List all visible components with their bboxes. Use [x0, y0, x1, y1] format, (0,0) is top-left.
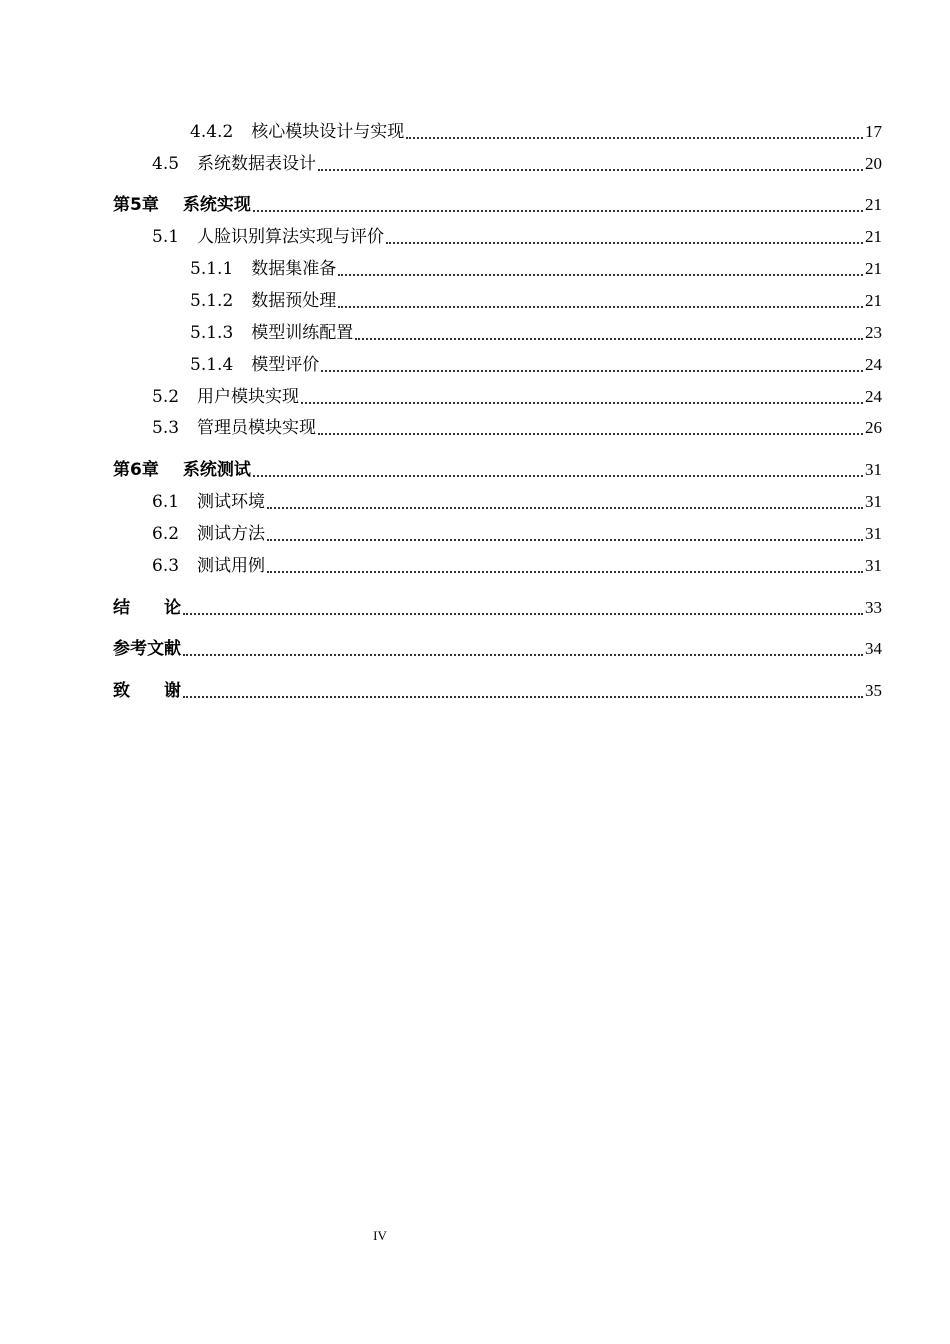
toc-entry-title: 系统测试: [182, 460, 251, 480]
toc-entry-number: 5.1.2: [190, 291, 234, 311]
toc-entry-number: 5.2: [152, 387, 180, 407]
toc-entry-number: 4.5: [152, 154, 180, 174]
toc-leader-dots: [355, 337, 863, 340]
toc-entry-number: 6.1: [152, 492, 180, 512]
toc-leader-dots: [406, 136, 863, 139]
toc-entry-title: 人脸识别算法实现与评价: [197, 227, 385, 247]
toc-entry[interactable]: [0, 488, 882, 512]
toc-leader-dots: [318, 168, 863, 171]
toc-entry[interactable]: [0, 191, 882, 215]
toc-entry-page: 21: [865, 259, 882, 278]
toc-entry[interactable]: [0, 552, 882, 576]
toc-entry-number: 5.1.4: [190, 355, 234, 375]
toc-leader-dots: [386, 241, 863, 244]
toc-entry-title: 数据预处理: [251, 291, 337, 311]
toc-entry[interactable]: [0, 351, 882, 375]
toc-leader-dots: [267, 538, 863, 541]
toc-entry-page: 33: [865, 598, 882, 617]
toc-entry-page: 24: [865, 355, 882, 374]
toc-leader-dots: [253, 474, 863, 477]
toc-leader-dots: [183, 653, 863, 656]
toc-leader-dots: [318, 432, 863, 435]
toc-leader-dots: [183, 612, 863, 615]
toc-entry-title: 用户模块实现: [197, 387, 300, 407]
toc-entry-title: 测试方法: [197, 524, 266, 544]
toc-leader-dots: [321, 369, 863, 372]
toc-entry-page: 17: [865, 122, 882, 141]
toc-entry[interactable]: [0, 223, 882, 247]
toc-entry-number: 5.1.1: [190, 259, 234, 279]
toc-entry[interactable]: [0, 520, 882, 544]
toc-entry-page: 20: [865, 154, 882, 173]
toc-leader-dots: [267, 506, 863, 509]
toc-entry-page: 31: [865, 492, 882, 511]
toc-entry[interactable]: [0, 287, 882, 311]
toc-entry-title: 管理员模块实现: [197, 418, 317, 438]
toc-leader-dots: [183, 695, 863, 698]
toc-entry[interactable]: [0, 319, 882, 343]
toc-entry-number: 5.3: [152, 418, 180, 438]
toc-entry-page: 31: [865, 460, 882, 479]
toc-entry-title: 系统数据表设计: [197, 154, 317, 174]
toc-entry-page: 24: [865, 387, 882, 406]
toc-entry-number: 6.2: [152, 524, 180, 544]
page-number: IV: [373, 1228, 387, 1243]
toc-entry-title: 结 论: [113, 598, 181, 618]
toc-entry[interactable]: [0, 255, 882, 279]
toc-entry-page: 31: [865, 524, 882, 543]
toc-entry-title: 模型训练配置: [251, 323, 354, 343]
toc-leader-dots: [253, 209, 863, 212]
toc-entry-number: 6.3: [152, 556, 180, 576]
toc-entry-number: 第6章: [113, 460, 159, 480]
toc-entry[interactable]: [0, 414, 882, 438]
toc-entry-title: 测试用例: [197, 556, 266, 576]
toc-entry[interactable]: [0, 635, 882, 659]
toc-entry-page: 21: [865, 227, 882, 246]
toc-entry-title: 参考文献: [113, 639, 181, 659]
toc-entry-number: 4.4.2: [190, 122, 234, 142]
toc-entry-title: 数据集准备: [251, 259, 337, 279]
toc-entry-page: 31: [865, 556, 882, 575]
toc-entry-number: 5.1.3: [190, 323, 234, 343]
toc-entry[interactable]: [0, 150, 882, 174]
toc-entry[interactable]: [0, 677, 882, 701]
toc-entry-number: 第5章: [113, 195, 159, 215]
toc-entry-title: 系统实现: [182, 195, 251, 215]
toc-entry-page: 21: [865, 195, 882, 214]
toc-entry-page: 26: [865, 418, 882, 437]
toc-entry-title: 模型评价: [251, 355, 320, 375]
toc-leader-dots: [338, 273, 863, 276]
toc-entry-page: 34: [865, 639, 882, 658]
toc-entry[interactable]: [0, 456, 882, 480]
toc-leader-dots: [267, 570, 863, 573]
toc-entry[interactable]: [0, 383, 882, 407]
toc-entry-page: 35: [865, 681, 882, 700]
toc-entry-page: 21: [865, 291, 882, 310]
toc-entry-page: 23: [865, 323, 882, 342]
toc-entry-number: 5.1: [152, 227, 180, 247]
toc-leader-dots: [338, 305, 863, 308]
toc-entry-title: 测试环境: [197, 492, 266, 512]
toc-entry[interactable]: [0, 118, 882, 142]
toc-entry-title: 致 谢: [113, 681, 181, 701]
toc-entry[interactable]: [0, 594, 882, 618]
toc-leader-dots: [301, 401, 863, 404]
toc-entry-title: 核心模块设计与实现: [251, 122, 405, 142]
